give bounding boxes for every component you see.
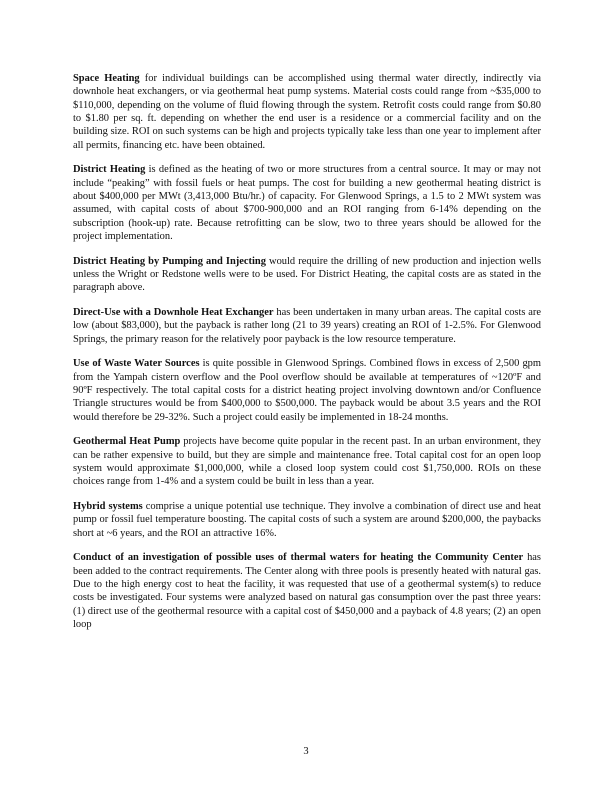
paragraph-heading: Space Heating (73, 73, 140, 84)
paragraph-text: has been added to the contract requirements. The Center along with three pools is presently heated with natural gas. Due to the high energy cost to heat the facility, it was requested that use of a geothermal system(s) to reduce costs be investigated. Four systems were analyzed based on natural gas consumption over the past three years: (1) direct use of the geothermal resource with a capital cost of $450,000 and a payback of 4.8 years; (2) an open loop (73, 552, 541, 631)
paragraph-text: for individual buildings can be accomplished using thermal water directly, indirectly via downhole heat exchangers, or via geothermal heat pump systems. Material costs could range from ~$35,000 to $110,000, depending on the volume of fluid flowing through the system. Retrofit costs could range from $0.80 to $1.80 per sq. ft. depending on whether the end user is a residence or a commercial facility and on the building size. ROI on such systems can be high and projects typically take less than one year to implement after all permits, financing etc. have been obtained. (73, 73, 541, 151)
paragraph-text: would require the drilling of new production and injection wells unless the Wright or Redstone wells were to be used. For District Heating, the capital costs are as stated in the paragraph above. (73, 255, 542, 294)
paragraph-heading: Use of Waste Water Sources (73, 358, 200, 370)
paragraph-hybrid-systems (73, 500, 541, 540)
page-number: 3 (303, 746, 309, 757)
paragraph-heading: Conduct of an investigation of possible uses of thermal waters for heating the Community Center (73, 552, 524, 564)
paragraph-text: projects have become quite popular in the recent past. In an urban environment, they can be rather expensive to build, but they are simple and maintenance free. Total capital cost for an open loop system would approximate $1,000,000, while a closed loop system could cost $1,750,000. ROIs on these choices range from 1-4% and a system could be built in less than a year. (73, 436, 541, 488)
paragraph-district-heating (73, 163, 541, 243)
paragraph-heading: District Heating by Pumping and Injecting (73, 255, 266, 267)
paragraph-heading: Direct-Use with a Downhole Heat Exchanger (73, 307, 274, 319)
paragraph-heat-pump (73, 435, 541, 488)
paragraph-text: is quite possible in Glenwood Springs. Combined flows in excess of 2,500 gpm from the Yampah cistern overflow and the Pool overflow should be available at temperatures of ~120ºF and 90ºF respectively. The total capital costs for a district heating project involving downtown and/or Confluence Triangle structures would be from $400,000 to $500,000. The payback would be about 3.5 years and the ROI would therefore be 29-32%. Such a project could easily be implemented in 18-24 months. (73, 358, 541, 423)
paragraph-space-heating (73, 72, 541, 152)
paragraph-text: is defined as the heating of two or more structures from a central source. It may or may not include “peaking” with fossil fuels or heat pumps. The cost for building a new geothermal heating district is about $400,000 per MWt (3,413,000 Btu/hr.) of capacity. For Glenwood Springs, a 1.5 to 2 MWt system was assumed, with capital costs of about $700-900,000 and an ROI ranging from 6-14% depending on the subscription (hook-up) rate. Because retrofitting can be slow, two to three years should be allowed for the project implementation. (73, 164, 541, 243)
paragraph-heading: District Heating (73, 164, 146, 176)
paragraph-community-center (73, 551, 541, 631)
paragraph-waste-water (73, 357, 541, 424)
paragraph-district-heating-pumping (73, 255, 541, 295)
paragraph-downhole-heat-exchanger (73, 306, 541, 346)
paragraph-heading: Hybrid systems (73, 501, 143, 513)
paragraph-text: has been undertaken in many urban areas. The capital costs are low (about $83,000), but the payback is rather long (21 to 39 years) creating an ROI of 1-2.5%. For Glenwood Springs, the primary reason for the relatively poor payback is the low resource temperature. (73, 307, 542, 345)
paragraph-heading: Geothermal Heat Pump (73, 436, 181, 448)
paragraph-text: comprise a unique potential use technique. They involve a combination of direct use and heat pump or fossil fuel temperature boosting. The capital costs of such a system are around $200,000, the paybacks short at ~6 years, and the ROI an attractive 16%. (73, 501, 541, 539)
